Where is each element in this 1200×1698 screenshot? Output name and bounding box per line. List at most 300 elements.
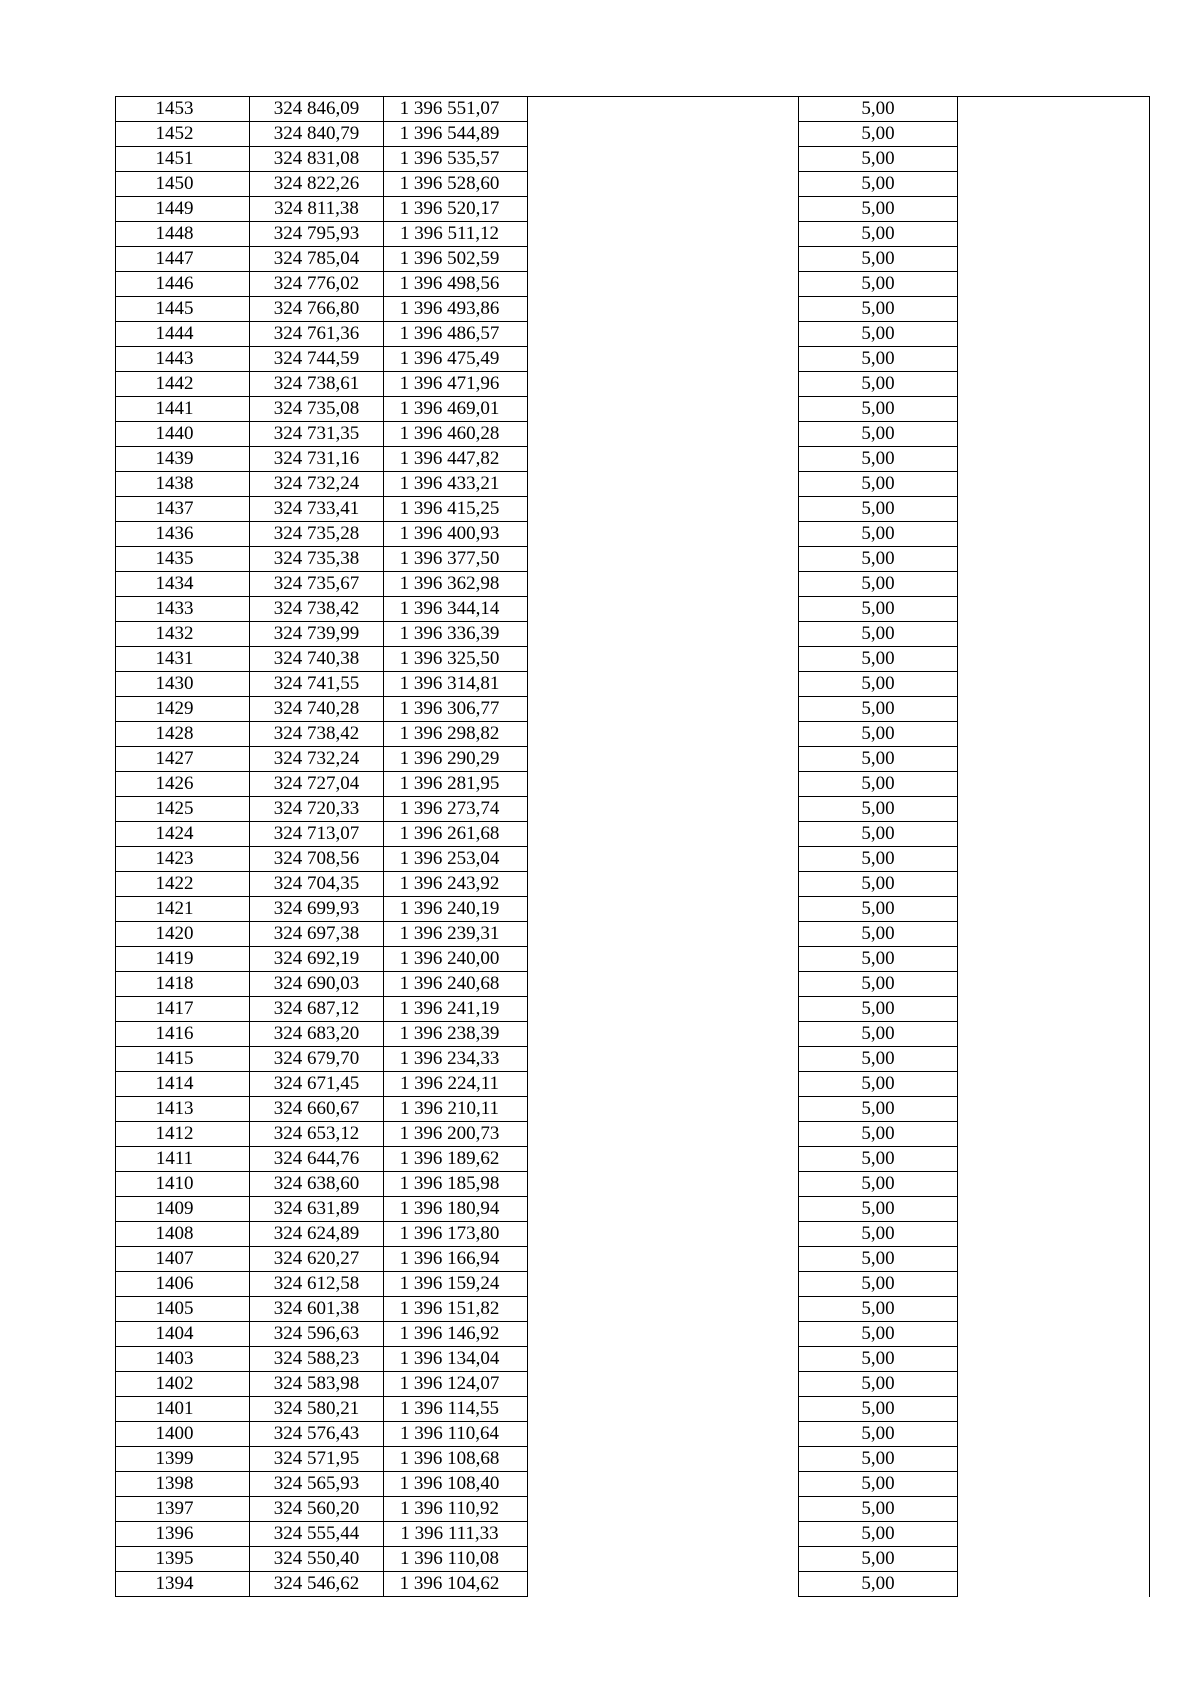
y-coordinate-cell: 1 396 200,73: [384, 1122, 528, 1147]
empty-cell: [958, 897, 1150, 922]
point-number-cell: 1405: [116, 1297, 250, 1322]
point-number-cell: 1411: [116, 1147, 250, 1172]
accuracy-cell: 5,00: [799, 1472, 958, 1497]
table-row: [116, 647, 1150, 672]
x-coordinate-cell: 324 687,12: [250, 997, 384, 1022]
x-coordinate-cell: 324 731,35: [250, 422, 384, 447]
empty-cell: [958, 497, 1150, 522]
empty-cell: [958, 1347, 1150, 1372]
empty-cell: [528, 647, 799, 672]
point-number-cell: 1428: [116, 722, 250, 747]
table-row: [116, 1097, 1150, 1122]
accuracy-cell: 5,00: [799, 922, 958, 947]
empty-cell: [958, 622, 1150, 647]
empty-cell: [958, 1072, 1150, 1097]
point-number-cell: 1396: [116, 1522, 250, 1547]
point-number-cell: 1446: [116, 272, 250, 297]
coordinates-table-body: [116, 97, 1150, 1597]
empty-cell: [528, 872, 799, 897]
table-row: [116, 897, 1150, 922]
empty-cell: [528, 1197, 799, 1222]
x-coordinate-cell: 324 631,89: [250, 1197, 384, 1222]
point-number-cell: 1433: [116, 597, 250, 622]
point-number-cell: 1424: [116, 822, 250, 847]
x-coordinate-cell: 324 735,38: [250, 547, 384, 572]
table-row: [116, 922, 1150, 947]
accuracy-cell: 5,00: [799, 172, 958, 197]
table-row: [116, 772, 1150, 797]
table-row: [116, 872, 1150, 897]
table-row: [116, 372, 1150, 397]
accuracy-cell: 5,00: [799, 1322, 958, 1347]
x-coordinate-cell: 324 735,67: [250, 572, 384, 597]
empty-cell: [958, 472, 1150, 497]
y-coordinate-cell: 1 396 173,80: [384, 1222, 528, 1247]
x-coordinate-cell: 324 727,04: [250, 772, 384, 797]
y-coordinate-cell: 1 396 535,57: [384, 147, 528, 172]
y-coordinate-cell: 1 396 520,17: [384, 197, 528, 222]
point-number-cell: 1439: [116, 447, 250, 472]
empty-cell: [958, 447, 1150, 472]
x-coordinate-cell: 324 846,09: [250, 97, 384, 122]
empty-cell: [958, 1522, 1150, 1547]
point-number-cell: 1451: [116, 147, 250, 172]
empty-cell: [958, 222, 1150, 247]
point-number-cell: 1417: [116, 997, 250, 1022]
empty-cell: [528, 1347, 799, 1372]
y-coordinate-cell: 1 396 314,81: [384, 672, 528, 697]
empty-cell: [958, 1547, 1150, 1572]
point-number-cell: 1408: [116, 1222, 250, 1247]
empty-cell: [528, 1497, 799, 1522]
y-coordinate-cell: 1 396 498,56: [384, 272, 528, 297]
accuracy-cell: 5,00: [799, 597, 958, 622]
y-coordinate-cell: 1 396 238,39: [384, 1022, 528, 1047]
empty-cell: [528, 1522, 799, 1547]
table-row: [116, 1272, 1150, 1297]
y-coordinate-cell: 1 396 415,25: [384, 497, 528, 522]
table-row: [116, 847, 1150, 872]
empty-cell: [528, 197, 799, 222]
y-coordinate-cell: 1 396 146,92: [384, 1322, 528, 1347]
y-coordinate-cell: 1 396 493,86: [384, 297, 528, 322]
y-coordinate-cell: 1 396 134,04: [384, 1347, 528, 1372]
empty-cell: [958, 1122, 1150, 1147]
accuracy-cell: 5,00: [799, 1297, 958, 1322]
empty-cell: [958, 672, 1150, 697]
accuracy-cell: 5,00: [799, 1222, 958, 1247]
empty-cell: [528, 122, 799, 147]
y-coordinate-cell: 1 396 298,82: [384, 722, 528, 747]
y-coordinate-cell: 1 396 166,94: [384, 1247, 528, 1272]
accuracy-cell: 5,00: [799, 1097, 958, 1122]
point-number-cell: 1402: [116, 1372, 250, 1397]
table-row: [116, 672, 1150, 697]
x-coordinate-cell: 324 744,59: [250, 347, 384, 372]
y-coordinate-cell: 1 396 290,29: [384, 747, 528, 772]
point-number-cell: 1431: [116, 647, 250, 672]
empty-cell: [958, 997, 1150, 1022]
table-row: [116, 1172, 1150, 1197]
table-row: [116, 1022, 1150, 1047]
point-number-cell: 1415: [116, 1047, 250, 1072]
empty-cell: [528, 622, 799, 647]
accuracy-cell: 5,00: [799, 747, 958, 772]
accuracy-cell: 5,00: [799, 1272, 958, 1297]
table-row: [116, 497, 1150, 522]
x-coordinate-cell: 324 588,23: [250, 1347, 384, 1372]
x-coordinate-cell: 324 596,63: [250, 1322, 384, 1347]
point-number-cell: 1409: [116, 1197, 250, 1222]
x-coordinate-cell: 324 795,93: [250, 222, 384, 247]
empty-cell: [528, 397, 799, 422]
empty-cell: [958, 197, 1150, 222]
point-number-cell: 1426: [116, 772, 250, 797]
accuracy-cell: 5,00: [799, 472, 958, 497]
y-coordinate-cell: 1 396 124,07: [384, 1372, 528, 1397]
x-coordinate-cell: 324 840,79: [250, 122, 384, 147]
accuracy-cell: 5,00: [799, 397, 958, 422]
point-number-cell: 1398: [116, 1472, 250, 1497]
x-coordinate-cell: 324 697,38: [250, 922, 384, 947]
x-coordinate-cell: 324 733,41: [250, 497, 384, 522]
y-coordinate-cell: 1 396 110,92: [384, 1497, 528, 1522]
empty-cell: [958, 372, 1150, 397]
empty-cell: [958, 1447, 1150, 1472]
table-row: [116, 747, 1150, 772]
coordinates-sheet: [115, 96, 1149, 1597]
point-number-cell: 1394: [116, 1572, 250, 1597]
point-number-cell: 1419: [116, 947, 250, 972]
x-coordinate-cell: 324 720,33: [250, 797, 384, 822]
table-row: [116, 1422, 1150, 1447]
x-coordinate-cell: 324 740,38: [250, 647, 384, 672]
y-coordinate-cell: 1 396 325,50: [384, 647, 528, 672]
empty-cell: [958, 1197, 1150, 1222]
empty-cell: [528, 672, 799, 697]
empty-cell: [528, 1372, 799, 1397]
x-coordinate-cell: 324 683,20: [250, 1022, 384, 1047]
table-row: [116, 972, 1150, 997]
y-coordinate-cell: 1 396 234,33: [384, 1047, 528, 1072]
y-coordinate-cell: 1 396 114,55: [384, 1397, 528, 1422]
table-row: [116, 322, 1150, 347]
point-number-cell: 1443: [116, 347, 250, 372]
point-number-cell: 1403: [116, 1347, 250, 1372]
x-coordinate-cell: 324 638,60: [250, 1172, 384, 1197]
empty-cell: [528, 997, 799, 1022]
empty-cell: [958, 547, 1150, 572]
accuracy-cell: 5,00: [799, 347, 958, 372]
y-coordinate-cell: 1 396 362,98: [384, 572, 528, 597]
empty-cell: [528, 247, 799, 272]
empty-cell: [958, 272, 1150, 297]
empty-cell: [528, 897, 799, 922]
x-coordinate-cell: 324 739,99: [250, 622, 384, 647]
x-coordinate-cell: 324 580,21: [250, 1397, 384, 1422]
table-row: [116, 297, 1150, 322]
empty-cell: [528, 1047, 799, 1072]
accuracy-cell: 5,00: [799, 1197, 958, 1222]
x-coordinate-cell: 324 660,67: [250, 1097, 384, 1122]
table-row: [116, 1197, 1150, 1222]
accuracy-cell: 5,00: [799, 422, 958, 447]
y-coordinate-cell: 1 396 469,01: [384, 397, 528, 422]
point-number-cell: 1436: [116, 522, 250, 547]
y-coordinate-cell: 1 396 224,11: [384, 1072, 528, 1097]
table-row: [116, 597, 1150, 622]
point-number-cell: 1416: [116, 1022, 250, 1047]
table-row: [116, 147, 1150, 172]
y-coordinate-cell: 1 396 551,07: [384, 97, 528, 122]
empty-cell: [958, 1372, 1150, 1397]
empty-cell: [958, 347, 1150, 372]
empty-cell: [528, 222, 799, 247]
table-row: [116, 572, 1150, 597]
point-number-cell: 1441: [116, 397, 250, 422]
table-row: [116, 1472, 1150, 1497]
table-row: [116, 1147, 1150, 1172]
accuracy-cell: 5,00: [799, 697, 958, 722]
empty-cell: [958, 322, 1150, 347]
point-number-cell: 1418: [116, 972, 250, 997]
point-number-cell: 1450: [116, 172, 250, 197]
y-coordinate-cell: 1 396 111,33: [384, 1522, 528, 1547]
y-coordinate-cell: 1 396 447,82: [384, 447, 528, 472]
accuracy-cell: 5,00: [799, 1497, 958, 1522]
x-coordinate-cell: 324 738,61: [250, 372, 384, 397]
empty-cell: [528, 1247, 799, 1272]
accuracy-cell: 5,00: [799, 822, 958, 847]
empty-cell: [958, 572, 1150, 597]
empty-cell: [528, 297, 799, 322]
accuracy-cell: 5,00: [799, 122, 958, 147]
y-coordinate-cell: 1 396 210,11: [384, 1097, 528, 1122]
empty-cell: [958, 397, 1150, 422]
x-coordinate-cell: 324 785,04: [250, 247, 384, 272]
empty-cell: [528, 747, 799, 772]
accuracy-cell: 5,00: [799, 272, 958, 297]
y-coordinate-cell: 1 396 377,50: [384, 547, 528, 572]
empty-cell: [958, 797, 1150, 822]
x-coordinate-cell: 324 776,02: [250, 272, 384, 297]
empty-cell: [528, 1297, 799, 1322]
empty-cell: [528, 922, 799, 947]
x-coordinate-cell: 324 831,08: [250, 147, 384, 172]
table-row: [116, 472, 1150, 497]
accuracy-cell: 5,00: [799, 222, 958, 247]
table-row: [116, 1047, 1150, 1072]
accuracy-cell: 5,00: [799, 547, 958, 572]
table-row: [116, 1322, 1150, 1347]
empty-cell: [528, 972, 799, 997]
accuracy-cell: 5,00: [799, 297, 958, 322]
empty-cell: [528, 772, 799, 797]
x-coordinate-cell: 324 732,24: [250, 472, 384, 497]
point-number-cell: 1438: [116, 472, 250, 497]
empty-cell: [528, 372, 799, 397]
empty-cell: [958, 722, 1150, 747]
table-row: [116, 272, 1150, 297]
point-number-cell: 1447: [116, 247, 250, 272]
point-number-cell: 1452: [116, 122, 250, 147]
empty-cell: [528, 572, 799, 597]
empty-cell: [958, 822, 1150, 847]
empty-cell: [528, 1472, 799, 1497]
accuracy-cell: 5,00: [799, 1072, 958, 1097]
point-number-cell: 1399: [116, 1447, 250, 1472]
y-coordinate-cell: 1 396 486,57: [384, 322, 528, 347]
x-coordinate-cell: 324 612,58: [250, 1272, 384, 1297]
accuracy-cell: 5,00: [799, 1122, 958, 1147]
table-row: [116, 522, 1150, 547]
accuracy-cell: 5,00: [799, 1247, 958, 1272]
table-row: [116, 397, 1150, 422]
table-row: [116, 347, 1150, 372]
point-number-cell: 1395: [116, 1547, 250, 1572]
point-number-cell: 1422: [116, 872, 250, 897]
accuracy-cell: 5,00: [799, 247, 958, 272]
y-coordinate-cell: 1 396 433,21: [384, 472, 528, 497]
accuracy-cell: 5,00: [799, 497, 958, 522]
y-coordinate-cell: 1 396 159,24: [384, 1272, 528, 1297]
x-coordinate-cell: 324 576,43: [250, 1422, 384, 1447]
point-number-cell: 1437: [116, 497, 250, 522]
x-coordinate-cell: 324 583,98: [250, 1372, 384, 1397]
point-number-cell: 1449: [116, 197, 250, 222]
empty-cell: [958, 1247, 1150, 1272]
point-number-cell: 1440: [116, 422, 250, 447]
empty-cell: [958, 972, 1150, 997]
accuracy-cell: 5,00: [799, 1572, 958, 1597]
table-row: [116, 172, 1150, 197]
empty-cell: [528, 1222, 799, 1247]
accuracy-cell: 5,00: [799, 97, 958, 122]
table-row: [116, 947, 1150, 972]
empty-cell: [528, 1097, 799, 1122]
x-coordinate-cell: 324 550,40: [250, 1547, 384, 1572]
x-coordinate-cell: 324 811,38: [250, 197, 384, 222]
x-coordinate-cell: 324 601,38: [250, 1297, 384, 1322]
y-coordinate-cell: 1 396 110,64: [384, 1422, 528, 1447]
empty-cell: [958, 772, 1150, 797]
point-number-cell: 1435: [116, 547, 250, 572]
accuracy-cell: 5,00: [799, 147, 958, 172]
x-coordinate-cell: 324 699,93: [250, 897, 384, 922]
y-coordinate-cell: 1 396 544,89: [384, 122, 528, 147]
point-number-cell: 1430: [116, 672, 250, 697]
point-number-cell: 1410: [116, 1172, 250, 1197]
empty-cell: [958, 522, 1150, 547]
accuracy-cell: 5,00: [799, 1147, 958, 1172]
point-number-cell: 1404: [116, 1322, 250, 1347]
point-number-cell: 1407: [116, 1247, 250, 1272]
coordinates-table: [115, 96, 1150, 1597]
x-coordinate-cell: 324 740,28: [250, 697, 384, 722]
empty-cell: [958, 97, 1150, 122]
table-row: [116, 997, 1150, 1022]
empty-cell: [958, 1222, 1150, 1247]
y-coordinate-cell: 1 396 108,68: [384, 1447, 528, 1472]
table-row: [116, 547, 1150, 572]
table-row: [116, 1347, 1150, 1372]
empty-cell: [958, 422, 1150, 447]
y-coordinate-cell: 1 396 151,82: [384, 1297, 528, 1322]
table-row: [116, 797, 1150, 822]
empty-cell: [528, 347, 799, 372]
empty-cell: [958, 1472, 1150, 1497]
y-coordinate-cell: 1 396 110,08: [384, 1547, 528, 1572]
table-row: [116, 1222, 1150, 1247]
y-coordinate-cell: 1 396 336,39: [384, 622, 528, 647]
x-coordinate-cell: 324 708,56: [250, 847, 384, 872]
point-number-cell: 1427: [116, 747, 250, 772]
x-coordinate-cell: 324 704,35: [250, 872, 384, 897]
empty-cell: [958, 697, 1150, 722]
empty-cell: [958, 297, 1150, 322]
point-number-cell: 1414: [116, 1072, 250, 1097]
empty-cell: [528, 597, 799, 622]
accuracy-cell: 5,00: [799, 1522, 958, 1547]
x-coordinate-cell: 324 555,44: [250, 1522, 384, 1547]
point-number-cell: 1406: [116, 1272, 250, 1297]
accuracy-cell: 5,00: [799, 722, 958, 747]
accuracy-cell: 5,00: [799, 572, 958, 597]
table-row: [116, 222, 1150, 247]
point-number-cell: 1453: [116, 97, 250, 122]
y-coordinate-cell: 1 396 104,62: [384, 1572, 528, 1597]
accuracy-cell: 5,00: [799, 1372, 958, 1397]
point-number-cell: 1413: [116, 1097, 250, 1122]
empty-cell: [528, 1147, 799, 1172]
y-coordinate-cell: 1 396 243,92: [384, 872, 528, 897]
y-coordinate-cell: 1 396 189,62: [384, 1147, 528, 1172]
empty-cell: [528, 497, 799, 522]
empty-cell: [958, 1147, 1150, 1172]
y-coordinate-cell: 1 396 475,49: [384, 347, 528, 372]
table-row: [116, 247, 1150, 272]
x-coordinate-cell: 324 690,03: [250, 972, 384, 997]
empty-cell: [958, 1422, 1150, 1447]
point-number-cell: 1412: [116, 1122, 250, 1147]
y-coordinate-cell: 1 396 239,31: [384, 922, 528, 947]
empty-cell: [958, 1097, 1150, 1122]
x-coordinate-cell: 324 761,36: [250, 322, 384, 347]
accuracy-cell: 5,00: [799, 1047, 958, 1072]
empty-cell: [958, 247, 1150, 272]
point-number-cell: 1397: [116, 1497, 250, 1522]
y-coordinate-cell: 1 396 261,68: [384, 822, 528, 847]
empty-cell: [958, 1022, 1150, 1047]
empty-cell: [958, 147, 1150, 172]
x-coordinate-cell: 324 741,55: [250, 672, 384, 697]
table-row: [116, 122, 1150, 147]
y-coordinate-cell: 1 396 241,19: [384, 997, 528, 1022]
empty-cell: [528, 447, 799, 472]
y-coordinate-cell: 1 396 460,28: [384, 422, 528, 447]
table-row: [116, 422, 1150, 447]
x-coordinate-cell: 324 546,62: [250, 1572, 384, 1597]
empty-cell: [528, 697, 799, 722]
table-row: [116, 1397, 1150, 1422]
empty-cell: [528, 522, 799, 547]
x-coordinate-cell: 324 679,70: [250, 1047, 384, 1072]
empty-cell: [528, 97, 799, 122]
y-coordinate-cell: 1 396 240,19: [384, 897, 528, 922]
empty-cell: [958, 847, 1150, 872]
y-coordinate-cell: 1 396 400,93: [384, 522, 528, 547]
table-row: [116, 1522, 1150, 1547]
